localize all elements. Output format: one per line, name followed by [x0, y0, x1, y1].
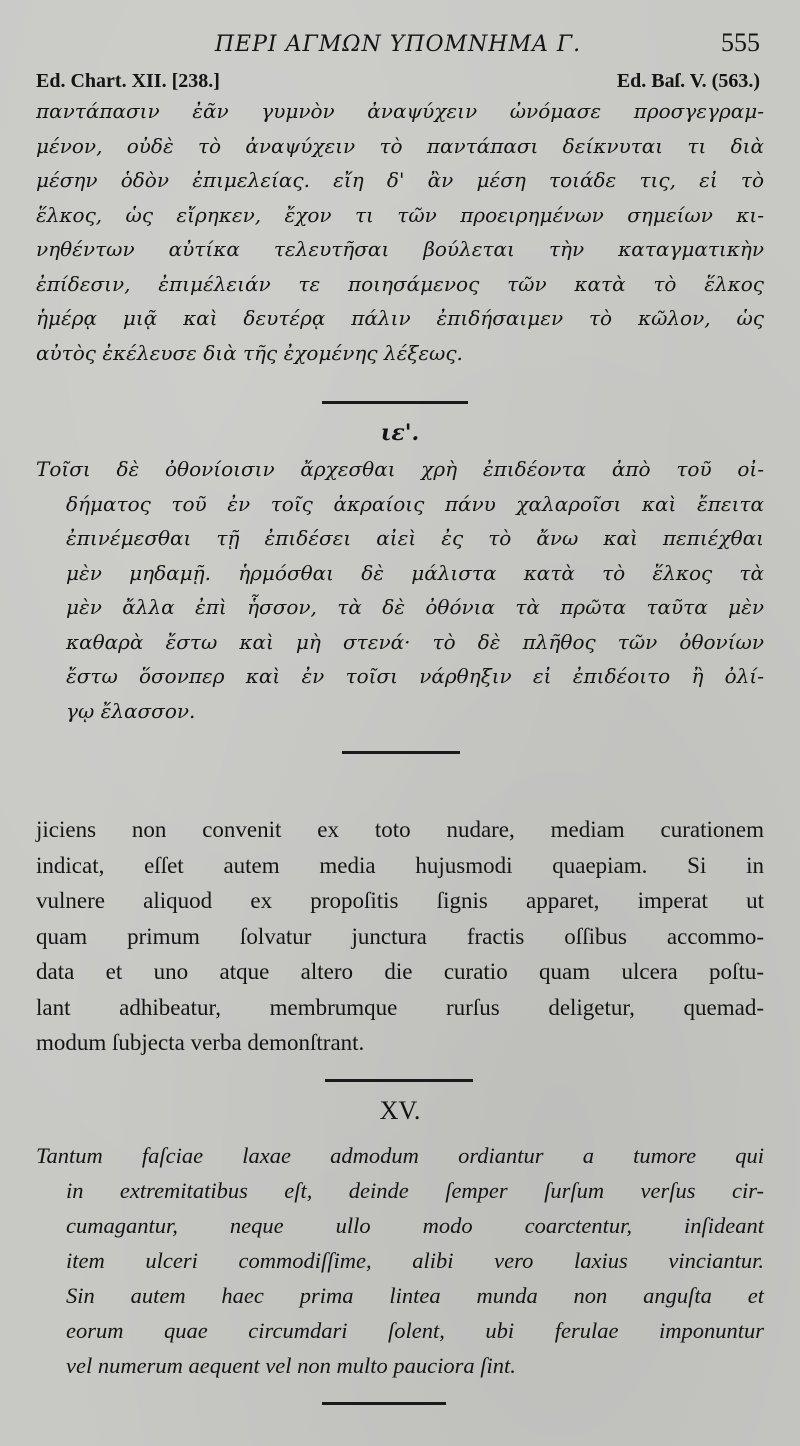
greek-commentary-line: ἕλκος, ὡς εἴρηκεν, ἔχον τι τῶν προειρημένων σημείων κι-: [36, 202, 764, 227]
greek-section-line: καθαρὰ ἔστω καὶ μὴ στενά· τὸ δὲ πλῆθος τῶν ὀθονίων: [66, 629, 764, 654]
latin-commentary-line: jiciens non convenit ex toto nudare, mediam curationem: [36, 817, 764, 842]
latin-section-line: Tantum faſciae laxae admodum ordiantur a tumore qui: [36, 1143, 764, 1168]
latin-commentary-paragraph: [36, 812, 764, 1061]
greek-section-line: δήματος τοῦ ἐν τοῖς ἀκραίοις πάνυ χαλαροῖσι καὶ ἔπειτα: [66, 491, 764, 516]
greek-section-line: Τοῖσι δὲ ὀθονίοισιν ἄρχεσθαι χρὴ ἐπιδέοντα ἀπὸ τοῦ οἰ-: [36, 457, 764, 481]
section-divider-rule: [342, 751, 460, 754]
greek-section-text: [36, 452, 764, 728]
greek-section-line: ἔστω ὅσονπερ καὶ ἐν τοῖσι νάρθηξιν εἰ ἐπιδέοιτο ἢ ὀλί-: [66, 664, 764, 688]
greek-commentary-line: μέσην ὁδὸν ἐπιμελείας. εἴη δ' ἂν μέση τοιάδε τις, εἰ τὸ: [36, 168, 764, 192]
latin-commentary-line: quam primum ſolvatur junctura fractis oſſibus accommo-: [36, 923, 764, 949]
section-divider-rule: [322, 1402, 446, 1405]
greek-section-line: μὲν ἄλλα ἐπὶ ἧσσον, τὰ δὲ ὀθόνια τὰ πρῶτα ταῦτα μὲν: [66, 595, 764, 619]
edition-reference-line: [36, 70, 760, 94]
latin-commentary-line: data et uno atque altero die curatio quam ulcera poſtu-: [36, 959, 764, 984]
latin-commentary-line: indicat, eſſet autem media hujusmodi quaepiam. Si in: [36, 852, 764, 878]
latin-commentary-line: modum ſubjecta verba demonſtrant.: [36, 1030, 365, 1055]
greek-commentary-line: ἐπίδεσιν, ἐπιμέλειάν τε ποιησάμενος τῶν κατὰ τὸ ἕλκος: [36, 271, 764, 296]
latin-commentary-line: vulnere aliquod ex propoſitis ſignis apparet, imperat ut: [36, 888, 764, 913]
greek-commentary-line: παντάπασιν ἐᾶν γυμνὸν ἀναψύχειν ὠνόμασε προσγεγραμ-: [36, 99, 764, 123]
running-title: ΠΕΡΙ ΑΓΜΩΝ ΥΠΟΜΝΗΜΑ Γ.: [214, 32, 582, 57]
edition-basel-reference: Ed. Baſ. V. (563.): [616, 70, 760, 92]
greek-commentary-paragraph: [36, 94, 764, 370]
page-header: [36, 28, 760, 62]
greek-section-line: γῳ ἔλασσον.: [66, 698, 196, 723]
latin-commentary-line: lant adhibeatur, membrumque rurſus deligetur, quemad-: [36, 994, 764, 1020]
latin-section-line: vel numerum aequent vel non multo pauciora ſint.: [66, 1353, 516, 1378]
latin-section-line: Sin autem haec prima lintea munda non anguſta et: [66, 1283, 764, 1308]
latin-section-number: XV.: [379, 1096, 421, 1125]
latin-section-line: cumagantur, neque ullo modo coarctentur, inſideant: [66, 1213, 764, 1238]
page-number: 555: [721, 28, 760, 57]
section-divider-rule: [322, 401, 468, 404]
section-divider-rule: [325, 1079, 473, 1082]
latin-section-line: eorum quae circumdari ſolent, ubi ferulae imponuntur: [66, 1318, 764, 1343]
greek-section-number: ιε'.: [380, 420, 420, 446]
greek-section-line: μὲν μηδαμῇ. ἡρμόσθαι δὲ μάλιστα κατὰ τὸ ἕλκος τὰ: [66, 560, 764, 585]
latin-section-line: item ulceri commodiſſime, alibi vero laxius vinciantur.: [66, 1248, 764, 1273]
greek-commentary-line: ἡμέρᾳ μιᾷ καὶ δευτέρᾳ πάλιν ἐπιδήσαιμεν τὸ κῶλον, ὡς: [36, 306, 764, 330]
greek-section-line: ἐπινέμεσθαι τῇ ἐπιδέσει αἰεὶ ἐς τὸ ἄνω καὶ πεπιέχθαι: [66, 526, 764, 550]
latin-section-line: in extremitatibus eſt, deinde ſemper ſurſum verſus cir-: [66, 1178, 764, 1203]
greek-commentary-line: νηθέντων αὐτίκα τελευτῆσαι βούλεται τὴν καταγματικὴν: [36, 237, 764, 261]
latin-section-text: [36, 1138, 764, 1383]
greek-commentary-line: αὐτὸς ἐκέλευσε διὰ τῆς ἐχομένης λέξεως.: [36, 340, 463, 365]
greek-commentary-line: μένον, οὐδὲ τὸ ἀναψύχειν τὸ παντάπασι δείκνυται τι διὰ: [36, 133, 764, 158]
edition-chartier-reference: Ed. Chart. XII. [238.]: [36, 70, 220, 92]
